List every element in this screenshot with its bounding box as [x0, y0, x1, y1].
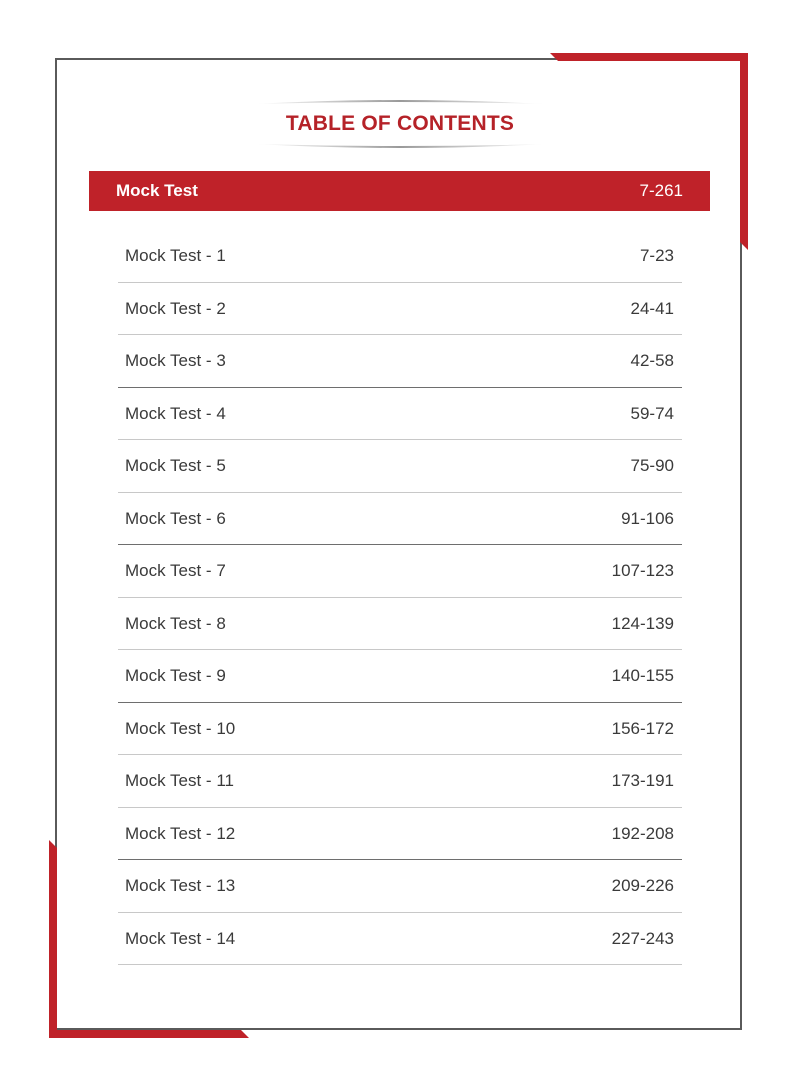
toc-entry-label: Mock Test - 1 [125, 246, 226, 266]
toc-entry[interactable] [118, 389, 682, 441]
toc-entry[interactable] [118, 756, 682, 808]
toc-entry[interactable] [118, 494, 682, 546]
toc-entry-pages: 227-243 [611, 928, 674, 948]
toc-entry-label: Mock Test - 4 [125, 403, 226, 423]
section-pages: 7-261 [639, 181, 683, 200]
toc-entry-label: Mock Test - 5 [125, 456, 226, 476]
toc-entry-pages: 75-90 [630, 456, 674, 476]
toc-entry-label: Mock Test - 9 [125, 666, 226, 686]
toc-entry-pages: 140-155 [611, 666, 674, 686]
toc-entry-pages: 156-172 [611, 718, 674, 738]
toc-entry-label: Mock Test - 7 [125, 561, 226, 581]
toc-entry-pages: 42-58 [630, 351, 674, 371]
toc-entry-pages: 124-139 [611, 613, 674, 633]
section-label: Mock Test [116, 181, 198, 200]
toc-list [118, 231, 682, 966]
toc-entry-label: Mock Test - 12 [125, 823, 236, 843]
toc-entry[interactable] [118, 336, 682, 388]
corner-accent-top-right [550, 53, 748, 250]
toc-entry[interactable] [118, 546, 682, 598]
toc-entry-pages: 107-123 [611, 561, 674, 581]
toc-entry-pages: 59-74 [630, 403, 674, 423]
toc-entry[interactable] [118, 651, 682, 703]
toc-entry-pages: 192-208 [611, 823, 674, 843]
toc-entry[interactable] [118, 809, 682, 861]
toc-entry-pages: 7-23 [639, 246, 674, 266]
toc-entry-label: Mock Test - 14 [125, 928, 236, 948]
page-title: TABLE OF CONTENTS [285, 112, 515, 135]
toc-entry[interactable] [118, 914, 682, 966]
toc-entry-label: Mock Test - 8 [125, 613, 226, 633]
toc-entry-label: Mock Test - 2 [125, 298, 226, 318]
toc-entry-pages: 91-106 [621, 508, 674, 528]
toc-entry[interactable] [118, 284, 682, 336]
section-header[interactable] [89, 171, 710, 211]
toc-entry[interactable] [118, 704, 682, 756]
toc-entry[interactable] [118, 441, 682, 493]
toc-entry-label: Mock Test - 10 [125, 718, 236, 738]
toc-entry-pages: 24-41 [630, 298, 674, 318]
toc-entry-pages: 209-226 [611, 876, 674, 896]
toc-entry[interactable] [118, 861, 682, 913]
toc-entry-label: Mock Test - 13 [125, 876, 236, 896]
toc-entry-pages: 173-191 [611, 771, 674, 791]
toc-entry[interactable] [118, 231, 682, 283]
title-ribbon [255, 98, 545, 150]
toc-entry-label: Mock Test - 6 [125, 508, 226, 528]
toc-entry-label: Mock Test - 3 [125, 351, 226, 371]
toc-entry-label: Mock Test - 11 [125, 771, 234, 791]
toc-entry[interactable] [118, 599, 682, 651]
